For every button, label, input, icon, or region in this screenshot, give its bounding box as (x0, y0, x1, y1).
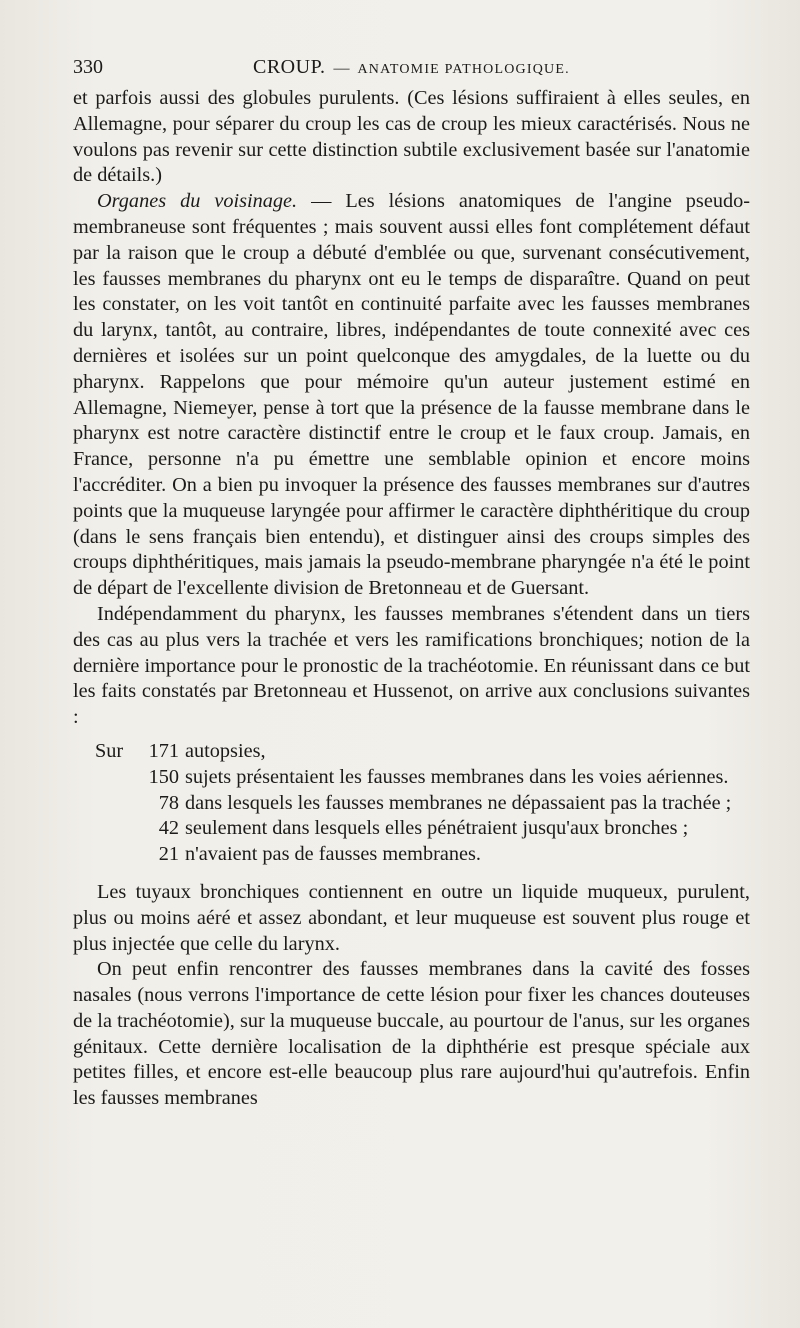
heading-dash: — (297, 190, 346, 213)
stat-row (73, 816, 750, 842)
running-separator: — (333, 60, 350, 77)
stat-row (73, 765, 750, 791)
running-subtitle: ANATOMIE PATHOLOGIQUE. (357, 62, 570, 77)
stat-number: 42 (158, 817, 179, 840)
paragraph-continuation: et parfois aussi des globules purulents. (Ces lésions suffiraient à elles seules, en Allemagne, pour séparer du croup les cas de croup les mieux caractérisés. Nous ne voulons pas revenir sur cette distinction subtile exclusivement basée sur l'anatomie de détails.) (73, 87, 750, 187)
running-title: CROUP. (253, 56, 326, 78)
paragraph-bronches: Les tuyaux bronchiques contiennent en outre un liquide muqueux, purulent, plus ou moins aéré et assez abondant, et leur muqueuse est souvent plus rouge et plus injectée que celle du larynx. (73, 880, 750, 955)
page-number: 330 (73, 56, 103, 78)
page-header (73, 56, 750, 86)
paragraph-pharynx: Indépendamment du pharynx, les fausses membranes s'étendent dans un tiers des cas au plus vers la trachée et vers les ramifications bronchiques; notion de la dernière importance pour le pronostic de la trachéotomie. En réunissant dans ce but les faits constatés par Bretonneau et Hussenot, on arrive aux conclusions suivantes : (73, 602, 750, 729)
paragraph-organes (73, 189, 750, 602)
stat-number: 78 (158, 791, 179, 814)
paragraph-organes-text: Les lésions anatomiques de l'angine pseudo-membraneuse sont fréquentes ; mais souvent aussi elles font complétement défaut par la raison que le croup a débuté d'emblée ou que, survenant consécutivement, les fausses membranes du pharynx ont eu le temps de disparaître. Quand on peut les constater, on les voit tantôt en continuité parfaite avec les fausses membranes du larynx, tantôt, au contraire, libres, indépendantes de toute connexité avec ces dernières et isolées sur un point quelconque des amygdales, de la luette ou du pharynx. Rappelons que pour mémoire qu'un auteur justement estimé en Allemagne, Niemeyer, pense à tort que la présence de la fausse membrane dans le pharynx est notre caractère distinctif entre le croup et le faux croup. Jamais, en France, personne n'a pu émettre une semblable opinion et encore moins l'accréditer. On a bien pu invoquer la présence des fausses membranes sur d'autres points que la muqueuse laryngée pour affirmer le caractère diphthéritique du croup (dans le sens français bien entendu), et distinguer ainsi des croups simples des croups diphthéritiques, mais jamais la pseudo-membrane pharyngée n'a été le point de départ de l'excellente division de Bretonneau et de Guersant. (73, 190, 751, 600)
stat-description: sujets présentaient les fausses membranes dans les voies aériennes. (185, 765, 729, 788)
stat-number: 21 (158, 843, 179, 866)
stat-row (73, 842, 750, 868)
stat-number: 150 (148, 765, 179, 788)
body-text (73, 86, 750, 731)
stat-lead: Sur (95, 739, 124, 762)
stat-number: 171 (148, 739, 179, 762)
stat-description: n'avaient pas de fausses membranes. (185, 843, 481, 866)
stat-row (73, 739, 750, 765)
section-heading-organes: Organes du voisinage. (97, 190, 298, 213)
paragraph-fosses-nasales: On peut enfin rencontrer des fausses membranes dans la cavité des fosses nasales (nous verrons l'importance de cette lésion pour fixer les chances douteuses de la trachéotomie), sur la muqueuse buccale, au pourtour de l'anus, sur les organes génitaux. Cette dernière localisation de la diphthérie est presque spéciale aux petites filles, et encore est-elle beaucoup plus rare aujourd'hui qu'autrefois. Enfin les fausses membranes (73, 958, 750, 1110)
autopsy-statistics (73, 739, 750, 868)
stat-description: dans lesquels les fausses membranes ne dépassaient pas la trachée ; (185, 791, 732, 814)
stat-description: autopsies, (185, 739, 266, 762)
body-text-continued (73, 880, 750, 1112)
stat-description: seulement dans lesquels elles pénétraient jusqu'aux bronches ; (185, 817, 689, 840)
stat-row (73, 791, 750, 817)
